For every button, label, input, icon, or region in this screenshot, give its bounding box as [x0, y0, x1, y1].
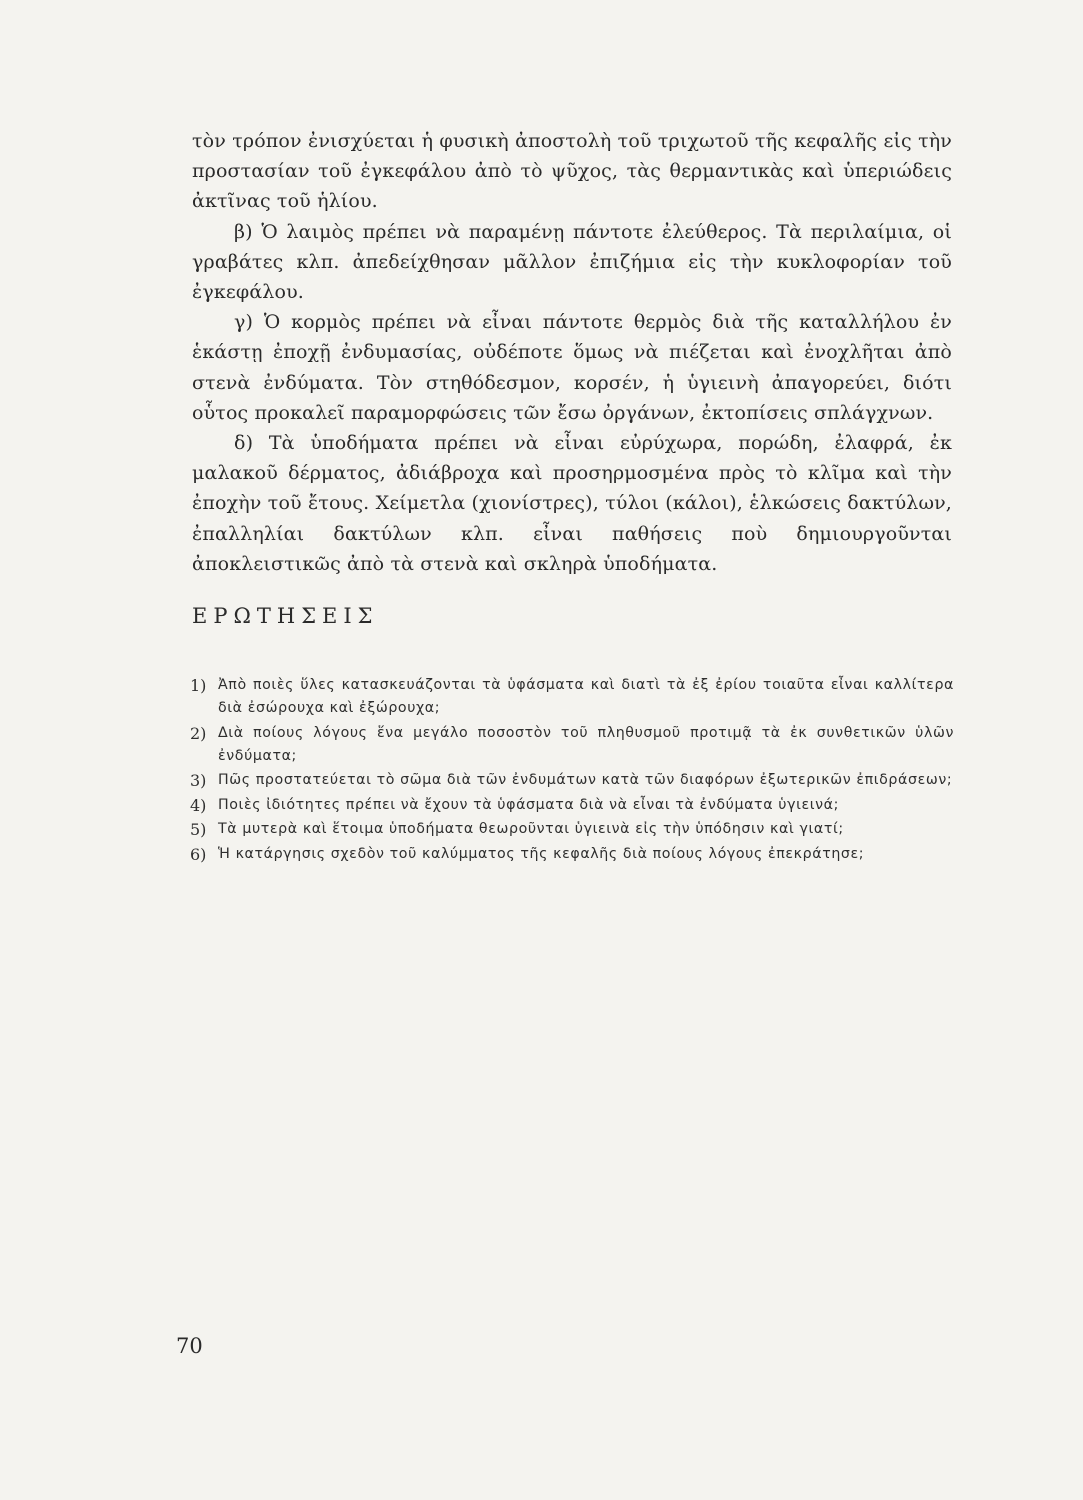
paragraph-2: β) Ὁ λαιμὸς πρέπει νὰ παραμένῃ πάντοτε ἐλεύθερος. Τὰ περιλαίμια, οἱ γραβάτες κλπ. ἀπεδείχθησαν μᾶλλον ἐπιζήμια εἰς τὴν κυκλοφορίαν τοῦ ἐγκεφάλου.	[192, 220, 952, 304]
question-text: Ἡ κατάργησις σχεδὸν τοῦ καλύμματος τῆς κεφαλῆς διὰ ποίους λόγους ἐπεκράτησε;	[218, 845, 865, 862]
paragraph-3: γ) Ὁ κορμὸς πρέπει νὰ εἶναι πάντοτε θερμὸς διὰ τῆς καταλλήλου ἐν ἑκάστῃ ἐποχῇ ἐνδυμασίας, οὐδέποτε ὅμως νὰ πιέζεται καὶ ἐνοχλῆται ἀπὸ στενὰ ἐνδύματα. Τὸν στηθόδεσμον, κορσέν, ἡ ὑγιεινὴ ἀπαγορεύει, διότι οὗτος προκαλεῖ παραμορφώσεις τῶν ἔσω ὀργάνων, ἐκτοπίσεις σπλάγχνων.	[192, 311, 952, 424]
body-text	[192, 126, 952, 579]
question-number: 5)	[190, 820, 207, 839]
question-text: Ποιὲς ἰδιότητες πρέπει νὰ ἔχουν τὰ ὑφάσματα διὰ νὰ εἶναι τὰ ἐνδύματα ὑγιεινά;	[218, 796, 839, 813]
question-text: Τὰ μυτερὰ καὶ ἕτοιμα ὑποδήματα θεωροῦνται ὑγιεινὰ εἰς τὴν ὑπόδησιν καὶ γιατί;	[218, 821, 844, 837]
question-item	[190, 674, 954, 720]
question-item	[190, 818, 954, 841]
question-number: 1)	[190, 676, 207, 695]
question-number: 2)	[190, 723, 207, 743]
page-number: 70	[176, 1334, 203, 1358]
questions-list	[190, 674, 954, 867]
question-text: Ἀπὸ ποιὲς ὕλες κατασκευάζονται τὰ ὑφάσματα καὶ διατὶ τὰ ἐξ ἐρίου τοιαῦτα εἶναι καλλίτερα διὰ ἐσώρουχα καὶ ἐξώρουχα;	[218, 677, 954, 716]
paragraph-4: δ) Τὰ ὑποδήματα πρέπει νὰ εἶναι εὐρύχωρα, πορώδη, ἐλαφρά, ἐκ μαλακοῦ δέρματος, ἀδιάβροχα καὶ προσηρμοσμένα πρὸς τὸ κλῖμα καὶ τὴν ἐποχὴν τοῦ ἔτους. Χείμετλα (χιονίστρες), τύλοι (κάλοι), ἑλκώσεις δακτύλων, ἐπαλληλίαι δακτύλων κλπ. εἶναι παθήσεις ποὺ δημιουργοῦνται ἀποκλειστικῶς ἀπὸ τὰ στενὰ καὶ σκληρὰ ὑποδήματα.	[192, 432, 952, 575]
question-text: Πῶς προστατεύεται τὸ σῶμα διὰ τῶν ἐνδυμάτων κατὰ τῶν διαφόρων ἐξωτερικῶν ἐπιδράσεων;	[218, 772, 953, 788]
question-item	[190, 722, 954, 768]
question-item	[190, 769, 954, 792]
question-number: 6)	[190, 844, 207, 864]
question-text: Διὰ ποίους λόγους ἕνα μεγάλο ποσοστὸν τοῦ πληθυσμοῦ προτιμᾷ τὰ ἐκ συνθετικῶν ὑλῶν ἐνδύματα;	[218, 724, 954, 764]
question-item	[190, 843, 954, 866]
question-number: 3)	[190, 771, 207, 790]
questions-heading: ΕΡΩΤΗΣΕΙΣ	[192, 604, 379, 628]
paragraph-1: τὸν τρόπον ἐνισχύεται ἡ φυσικὴ ἀποστολὴ τοῦ τριχωτοῦ τῆς κεφαλῆς εἰς τὴν προστασίαν τοῦ ἐγκεφάλου ἀπὸ τὸ ψῦχος, τὰς θερμαντικὰς καὶ ὑπεριώδεις ἀκτῖνας τοῦ ἡλίου.	[192, 130, 952, 213]
question-item	[190, 794, 954, 817]
question-number: 4)	[190, 795, 207, 815]
